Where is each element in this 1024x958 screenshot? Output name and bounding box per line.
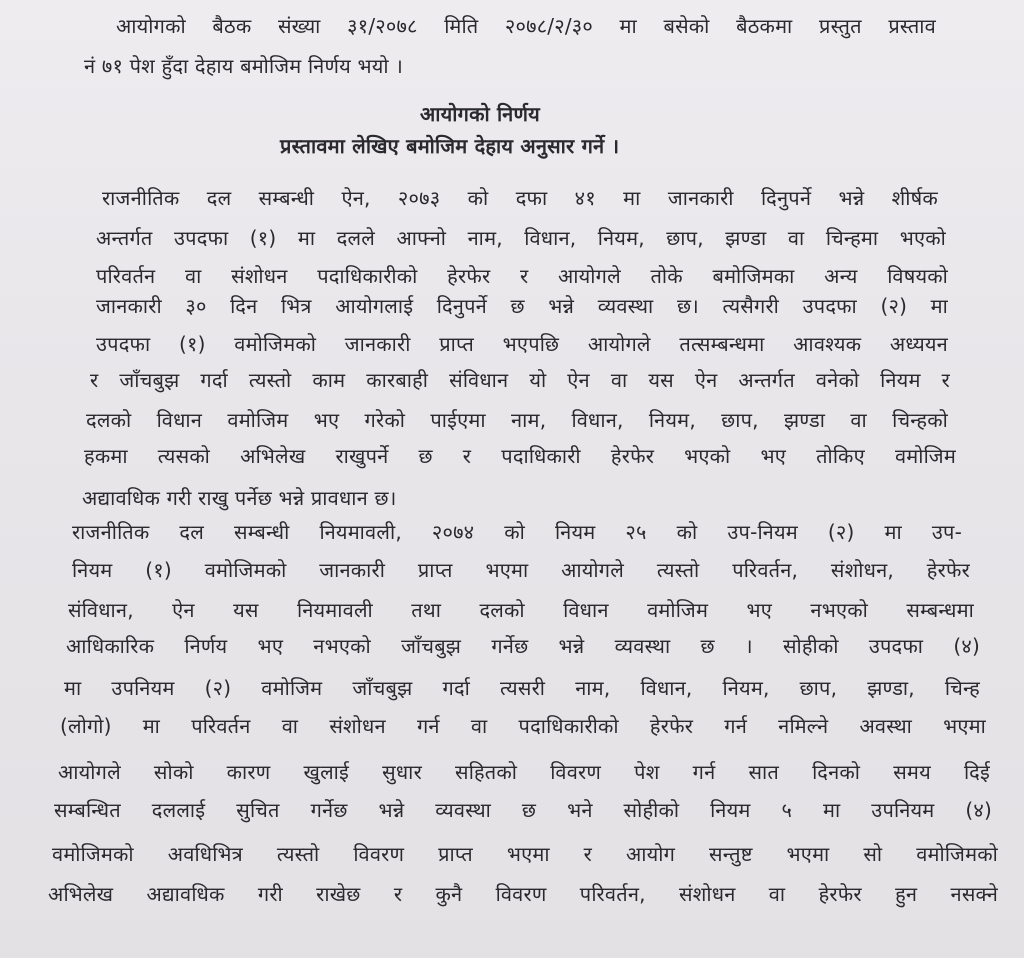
paragraph2-line-3: संविधान, ऐन यस नियमावली तथा दलको विधान वमोजिम भए नभएको सम्बन्धमा: [68, 598, 974, 622]
paragraph1-line-1: राजनीतिक दल सम्बन्धी ऐन, २०७३ को दफा ४१ मा जानकारी दिनुपर्ने भन्ने शीर्षक: [102, 186, 938, 210]
paragraph2-line-2: नियम (१) वमोजिमको जानकारी प्राप्त भएमा आयोगले त्यस्तो परिवर्तन, संशोधन, हेरफेर: [72, 558, 970, 582]
paragraph1-line-6: र जाँचबुझ गर्दा त्यस्तो काम कारबाही संविधान यो ऐन वा यस ऐन अन्तर्गत वनेको नियम र: [90, 368, 950, 392]
paragraph2-line-5: मा उपनियम (२) वमोजिम जाँचबुझ गर्दा त्यसरी नाम, विधान, नियम, छाप, झण्डा, चिन्ह: [64, 676, 980, 700]
paragraph1-line-3: परिवर्तन वा संशोधन पदाधिकारीको हेरफेर र आयोगले तोके बमोजिमका अन्य विषयको: [96, 264, 948, 288]
paragraph2-line-1: राजनीतिक दल सम्बन्धी नियमावली, २०७४ को नियम २५ को उप-नियम (२) मा उप-: [72, 520, 962, 544]
paragraph1-line-2: अन्तर्गत उपदफा (१) मा दलले आफ्नो नाम, विधान, नियम, छाप, झण्डा वा चिन्हमा भएको: [96, 226, 946, 250]
paragraph2-line-8: सम्बन्धित दललाई सुचित गर्नेछ भन्ने व्यवस्था छ भने सोहीको नियम ५ मा उपनियम (४): [54, 798, 992, 822]
paragraph2-line-6: (लोगो) मा परिवर्तन वा संशोधन गर्न वा पदाधिकारीको हेरफेर गर्न नमिल्ने अवस्था भएमा: [60, 714, 986, 738]
paragraph1-line-5: उपदफा (१) वमोजिमको जानकारी प्राप्त भएपछि आयोगले तत्सम्बन्धमा आवश्यक अध्ययन: [96, 332, 948, 356]
intro-line-2: नं ७१ पेश हुँदा देहाय बमोजिम निर्णय भयो ।: [84, 54, 404, 78]
decision-subheading: प्रस्तावमा लेखिए बमोजिम देहाय अनुसार गर्ने ।: [280, 134, 620, 158]
paragraph2-line-4: आधिकारिक निर्णय भए नभएको जाँचबुझ गर्नेछ भन्ने व्यवस्था छ । सोहीको उपदफा (४): [66, 634, 980, 658]
paragraph1-line-8: हकमा त्यसको अभिलेख राखुपर्ने छ र पदाधिकारी हेरफेर भएको भए तोकिए वमोजिम: [84, 444, 956, 468]
paragraph2-line-7: आयोगले सोको कारण खुलाई सुधार सहितको विवरण पेश गर्न सात दिनको समय दिई: [58, 760, 990, 784]
paragraph1-line-4: जानकारी ३० दिन भित्र आयोगलाई दिनुपर्ने छ भन्ने व्यवस्था छ। त्यसैगरी उपदफा (२) मा: [96, 294, 948, 318]
paragraph2-line-10: अभिलेख अद्यावधिक गरी राखेछ र कुनै विवरण परिवर्तन, संशोधन वा हेरफेर हुन नसक्ने: [48, 882, 998, 906]
paragraph1-line-7: दलको विधान वमोजिम भए गरेको पाईएमा नाम, विधान, नियम, छाप, झण्डा वा चिन्हको: [86, 408, 948, 432]
intro-line-1: आयोगको बैठक संख्या ३१/२०७८ मिति २०७८/२/३० मा बसेको बैठकमा प्रस्तुत प्रस्ताव: [116, 14, 936, 38]
decision-heading: आयोगको निर्णय: [420, 102, 540, 126]
paragraph1-line-9: अद्यावधिक गरी राखु पर्नेछ भन्ने प्रावधान छ।: [82, 486, 397, 510]
paragraph2-line-9: वमोजिमको अवधिभित्र त्यस्तो विवरण प्राप्त भएमा र आयोग सन्तुष्ट भएमा सो वमोजिमको: [52, 842, 998, 866]
